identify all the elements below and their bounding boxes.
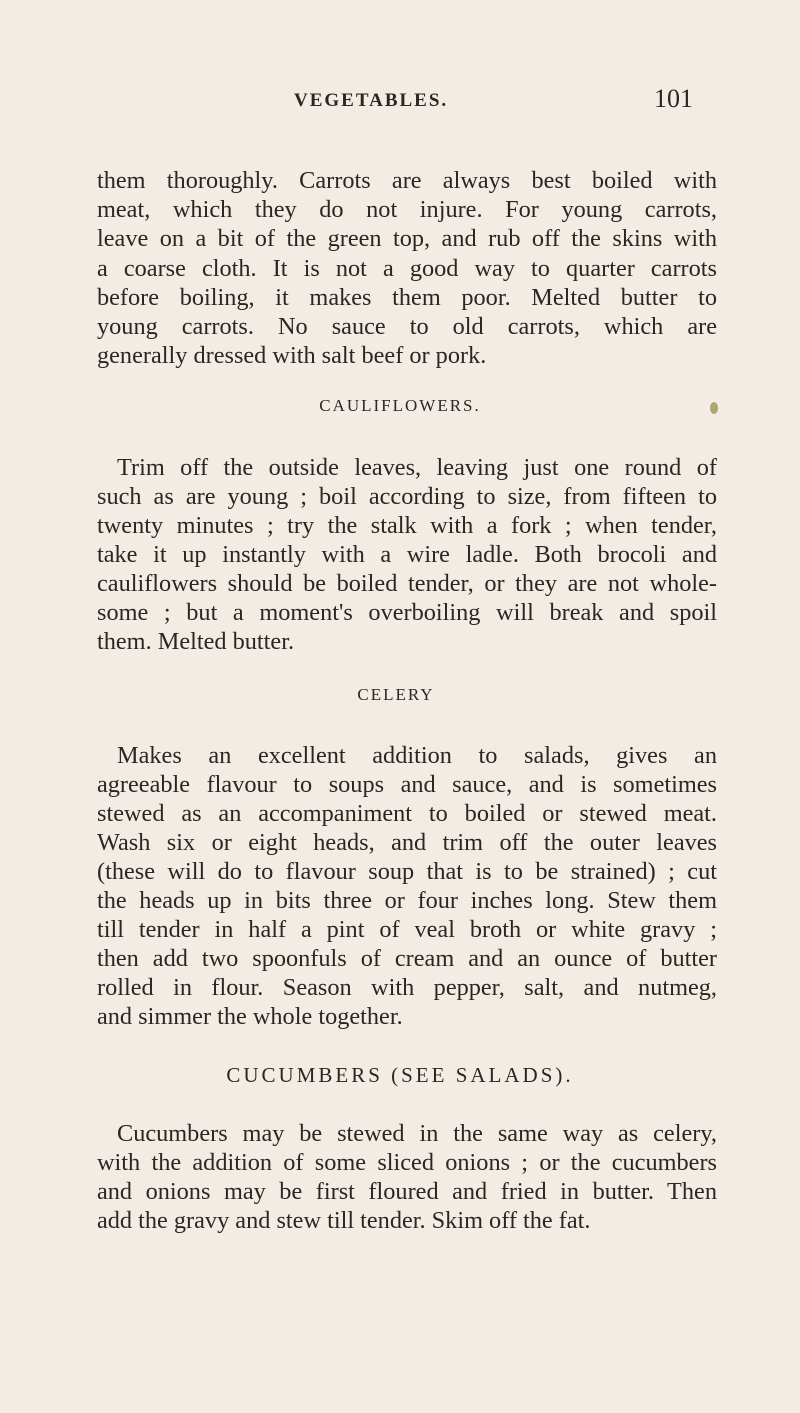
text-line: such as are young ; boil according to size, from fifteen to bbox=[97, 483, 717, 510]
text-line: meat, which they do not injure. For young carrots, bbox=[97, 196, 717, 223]
text-line: then add two spoonfuls of cream and an ounce of butter bbox=[97, 945, 717, 972]
text-line: Trim off the outside leaves, leaving just one round of bbox=[117, 454, 717, 481]
text-line: Makes an excellent addition to salads, gives an bbox=[117, 742, 717, 769]
text-line: and simmer the whole together. bbox=[97, 1003, 403, 1030]
section-heading-cauliflowers: CAULIFLOWERS. bbox=[319, 396, 481, 415]
text-line: add the gravy and stew till tender. Skim off the fat. bbox=[97, 1207, 591, 1234]
text-line: the heads up in bits three or four inches long. Stew them bbox=[97, 887, 717, 914]
running-title: VEGETABLES. bbox=[294, 90, 449, 111]
text-line: Cucumbers may be stewed in the same way as celery, bbox=[117, 1120, 717, 1147]
text-line: agreeable flavour to soups and sauce, and is sometimes bbox=[97, 771, 717, 798]
text-line: some ; but a moment's overboiling will break and spoil bbox=[97, 599, 717, 626]
text-line: cauliflowers should be boiled tender, or they are not whole- bbox=[97, 570, 717, 597]
text-line: young carrots. No sauce to old carrots, which are bbox=[97, 313, 717, 340]
text-line: before boiling, it makes them poor. Melted butter to bbox=[97, 284, 717, 311]
ink-spot bbox=[710, 402, 718, 414]
section-heading-cucumbers: CUCUMBERS (SEE SALADS). bbox=[226, 1063, 574, 1087]
section-heading-celery: CELERY bbox=[357, 685, 435, 704]
text-line: generally dressed with salt beef or pork. bbox=[97, 342, 487, 369]
text-line: them. Melted butter. bbox=[97, 628, 295, 655]
text-line: (these will do to flavour soup that is to be strained) ; cut bbox=[97, 858, 717, 885]
text-line: twenty minutes ; try the stalk with a fork ; when tender, bbox=[97, 512, 717, 539]
text-line: leave on a bit of the green top, and rub off the skins with bbox=[97, 225, 717, 252]
text-line: take it up instantly with a wire ladle. Both brocoli and bbox=[97, 541, 717, 568]
text-line: rolled in flour. Season with pepper, salt, and nutmeg, bbox=[97, 974, 717, 1001]
text-line: till tender in half a pint of veal broth or white gravy ; bbox=[97, 916, 717, 943]
text-line: them thoroughly. Carrots are always best boiled with bbox=[97, 167, 717, 194]
text-line: and onions may be first floured and fried in butter. Then bbox=[97, 1178, 717, 1205]
page-number: 101 bbox=[654, 84, 693, 113]
text-line: a coarse cloth. It is not a good way to quarter carrots bbox=[97, 255, 717, 282]
text-line: Wash six or eight heads, and trim off the outer leaves bbox=[97, 829, 717, 856]
text-line: with the addition of some sliced onions ; or the cucumbers bbox=[97, 1149, 717, 1176]
text-line: stewed as an accompaniment to boiled or stewed meat. bbox=[97, 800, 717, 827]
